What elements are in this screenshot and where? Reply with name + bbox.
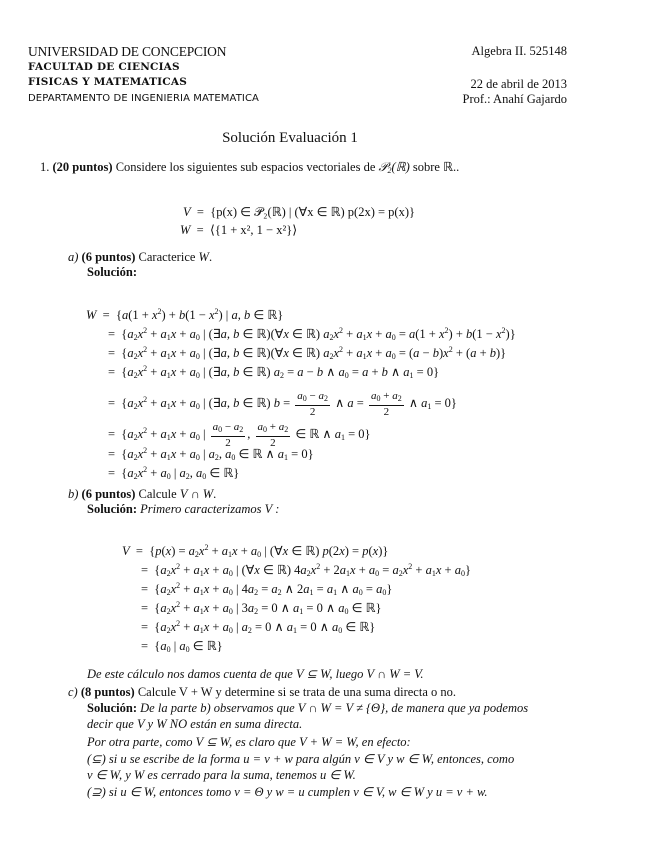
- problem-text: Considere los siguientes sub espacios vectoriales de: [115, 160, 376, 174]
- part-c-label: c): [68, 685, 78, 699]
- def-V-value: {p(x) ∈ 𝒫₂(ℝ) | (∀x ∈ ℝ) p(2x) = p(x)}: [210, 205, 416, 219]
- faculty-line-2: FISICAS Y MATEMATICAS: [28, 76, 187, 88]
- part-b-derivation: $V = \{p(x) = a_2x^2 + a_1x + a_0$ | (∀x ∈ ℝ) p(2x) = p(x)} = {$a_2x^2 + a_1x + a_0$ | (∀x ∈ ℝ) $4a_2x^2 + 2a_1x + a_0 = a_2x^2 + a_1x + a_0$} = {$a_2x^2 + a_1x + a_0$ | $4a_2 = a_2$ ∧ $2a_1 = a_1$ ∧ $a_0 = a_0$} = {$a_2x^2 + a_1x + a_0$ | $3a_2 = 0$ ∧ $a_1 = 0$ ∧ $a_0$ ∈ ℝ} = {$a_2x^2 + a_1x + a_0$ | $a_2 = 0$ ∧ $a_1 = 0$ ∧ $a_0$ ∈ ℝ} = {$a_0$ | $a_0$ ∈ ℝ}: [122, 543, 471, 654]
- part-a-solution-label: Solución:: [87, 265, 138, 279]
- part-b-intro: Primero caracterizamos: [140, 502, 262, 516]
- part-c-text: Calcule V + W y determine si se trata de una suma directa o no.: [137, 685, 457, 699]
- part-b-points: (6 puntos): [81, 487, 136, 501]
- part-c-line-1: [87, 701, 528, 716]
- part-b-header: b) (6 puntos) Calcule V ∩ W.: [68, 487, 217, 501]
- part-b-conclusion: De este cálculo nos damos cuenta de que V ⊆ W, luego V ∩ W = V.: [87, 667, 424, 681]
- department-name: DEPARTAMENTO DE INGENIERIA MATEMATICA: [28, 92, 259, 104]
- professor-name: Prof.: Anahí Gajardo: [462, 92, 567, 106]
- part-c-line-2: decir que V y W NO están en suma directa.: [87, 717, 303, 731]
- def-W-value: ⟨{1 + x², 1 − x²}⟩: [209, 223, 298, 237]
- part-c-header: [68, 685, 456, 700]
- faculty-line-1: FACULTAD DE CIENCIAS: [28, 60, 180, 73]
- part-b-solution-line: Solución: Primero caracterizamos V :: [87, 502, 280, 516]
- part-c-line-1-text: De la parte b) observamos que V ∩ W = V ≠ {Θ}, de manera que ya podemos: [140, 701, 529, 715]
- problem-number: 1.: [40, 160, 50, 174]
- problem-over: sobre: [412, 160, 440, 174]
- page-title: Solución Evaluación 1: [222, 130, 358, 146]
- part-a-points: (6 puntos): [81, 250, 136, 264]
- part-a-header: a) (6 puntos) Caracterice W.: [68, 250, 213, 264]
- part-c-points: (8 puntos): [80, 685, 135, 699]
- part-c-line-4: (⊆) si u se escribe de la forma u = v + w para algún v ∈ V y w ∈ W, entonces, como: [87, 752, 515, 766]
- part-c-line-5: v ∈ W, y W es cerrado para la suma, tenemos u ∈ W.: [87, 768, 356, 782]
- problem-points: (20 puntos): [52, 160, 113, 174]
- header-left: [28, 44, 259, 106]
- part-b-solution-label: Solución:: [87, 502, 138, 516]
- exam-date: 22 de abril de 2013: [470, 77, 567, 91]
- part-b-text: Calcule: [138, 487, 177, 501]
- poly-space-symbol: 𝒫$_2$(ℝ): [378, 160, 410, 175]
- part-c-line-3: Por otra parte, como V ⊆ W, es claro que V + W = W, en efecto:: [87, 735, 411, 749]
- course-code: Algebra II. 525148: [471, 44, 567, 58]
- part-a-text: Caracterice: [138, 250, 196, 264]
- part-c-solution-label: Solución:: [87, 701, 138, 715]
- part-c-line-6: (⊇) si u ∈ W, entonces tomo v = Θ y w = u cumplen v ∈ V, w ∈ W y u = v + w.: [87, 785, 488, 799]
- university-name: UNIVERSIDAD DE CONCEPCION: [28, 44, 227, 59]
- problem-statement: [40, 159, 459, 175]
- def-W: W = ⟨{1 + x², 1 − x²}⟩: [180, 223, 298, 237]
- part-b-label: b): [68, 487, 79, 501]
- part-a-label: a): [68, 250, 79, 264]
- part-a-derivation: $W = \{a(1 + x^2) + b(1 - x^2)$ | a, b ∈ ℝ} = {$a_2x^2 + a_1x + a_0$ | (∃a, b ∈ ℝ)(∀x ∈ ℝ) $a_2x^2 + a_1x + a_0 = a(1 + x^2) + b(1 - x^2)$} = {$a_2x^2 + a_1x + a_0$ | (∃a, b ∈ ℝ)(∀x ∈ ℝ) $a_2x^2 + a_1x + a_0 = (a - b)x^2 + (a + b)$} = {$a_2x^2 + a_1x + a_0$ | (∃a, b ∈ ℝ) $a_2 = a - b$ ∧ $a_0 = a + b$ ∧ $a_1 = 0$} = {$a_2x^2 + a_1x + a_0$ | (∃a, b ∈ ℝ) b = $\frac{a_0 - a_2}{2}$ ∧ a = $\frac{a_0 + a_2}{2}$ ∧ $a_1 = 0$} = {$a_2x^2 + a_1x + a_0$ | $\frac{a_0 - a_2}{2}$ , $\frac{a_0 + a_2}{2}$ ∈ ℝ ∧ $a_1 = 0$} = {$a_2x^2 + a_1x + a_0$ | $a_2$, $a_0$ ∈ ℝ ∧ $a_1 = 0$} = {$a_2x^2 + a_0$ | $a_2$, $a_0$ ∈ ℝ}: [86, 307, 516, 481]
- reals-symbol: ℝ..: [443, 160, 460, 174]
- def-V: V = {p(x) ∈ 𝒫₂(ℝ) | (∀x ∈ ℝ) p(2x) = p(x)}: [183, 205, 416, 219]
